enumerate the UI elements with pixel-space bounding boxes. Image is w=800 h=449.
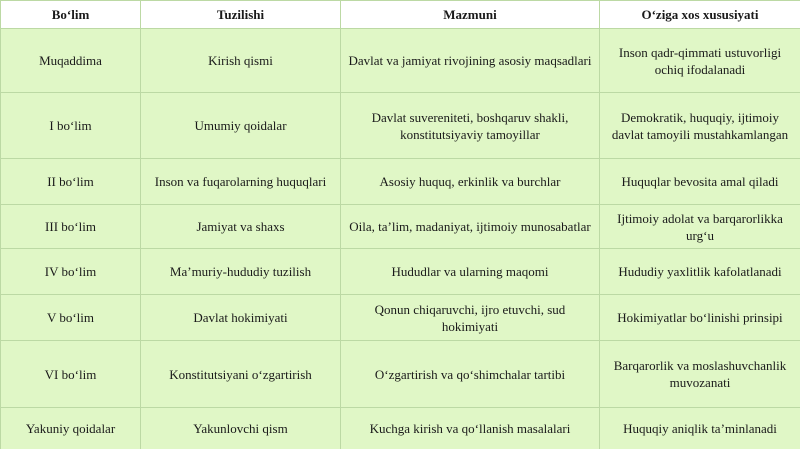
cell-structure: Ma’muriy-hududiy tuzilish: [141, 249, 341, 295]
cell-section: IV bo‘lim: [1, 249, 141, 295]
cell-structure: Davlat hokimiyati: [141, 295, 341, 341]
table-row: [1, 408, 800, 449]
cell-feature: Huquqlar bevosita amal qiladi: [600, 159, 800, 205]
cell-structure: Konstitutsiyani o‘zgartirish: [141, 341, 341, 408]
table-row: [1, 295, 800, 341]
cell-feature: Hokimiyatlar bo‘linishi prinsipi: [600, 295, 800, 341]
cell-structure: Inson va fuqarolarning huquqlari: [141, 159, 341, 205]
cell-feature: Huquqiy aniqlik ta’minlanadi: [600, 408, 800, 449]
cell-section: VI bo‘lim: [1, 341, 141, 408]
cell-feature: Inson qadr-qimmati ustuvorligi ochiq ifodalanadi: [600, 29, 800, 93]
cell-structure: Yakunlovchi qism: [141, 408, 341, 449]
header-cell-content: Mazmuni: [341, 1, 600, 29]
cell-section: V bo‘lim: [1, 295, 141, 341]
cell-section: III bo‘lim: [1, 205, 141, 249]
header-cell-structure: Tuzilishi: [141, 1, 341, 29]
cell-section: Muqaddima: [1, 29, 141, 93]
table-body: [1, 29, 800, 449]
cell-content: Kuchga kirish va qo‘llanish masalalari: [341, 408, 600, 449]
header-cell-feature: O‘ziga xos xususiyati: [600, 1, 800, 29]
cell-section: Yakuniy qoidalar: [1, 408, 141, 449]
cell-content: O‘zgartirish va qo‘shimchalar tartibi: [341, 341, 600, 408]
cell-structure: Umumiy qoidalar: [141, 93, 341, 159]
cell-content: Davlat suvereniteti, boshqaruv shakli, konstitutsiyaviy tamoyillar: [341, 93, 600, 159]
cell-content: Qonun chiqaruvchi, ijro etuvchi, sud hokimiyati: [341, 295, 600, 341]
table-row: [1, 29, 800, 93]
cell-section: I bo‘lim: [1, 93, 141, 159]
table-row: [1, 249, 800, 295]
cell-content: Hududlar va ularning maqomi: [341, 249, 600, 295]
cell-structure: Kirish qismi: [141, 29, 341, 93]
table-row: [1, 341, 800, 408]
table-row: [1, 205, 800, 249]
cell-content: Davlat va jamiyat rivojining asosiy maqsadlari: [341, 29, 600, 93]
cell-feature: Ijtimoiy adolat va barqarorlikka urg‘u: [600, 205, 800, 249]
table-row: [1, 93, 800, 159]
cell-feature: Barqarorlik va moslashuvchanlik muvozanati: [600, 341, 800, 408]
cell-section: II bo‘lim: [1, 159, 141, 205]
table-header: [1, 1, 800, 29]
cell-content: Asosiy huquq, erkinlik va burchlar: [341, 159, 600, 205]
cell-feature: Hududiy yaxlitlik kafolatlanadi: [600, 249, 800, 295]
table-row: [1, 159, 800, 205]
header-cell-section: Bo‘lim: [1, 1, 141, 29]
cell-feature: Demokratik, huquqiy, ijtimoiy davlat tamoyili mustahkamlangan: [600, 93, 800, 159]
header-row: [1, 1, 800, 29]
cell-structure: Jamiyat va shaxs: [141, 205, 341, 249]
cell-content: Oila, ta’lim, madaniyat, ijtimoiy munosabatlar: [341, 205, 600, 249]
